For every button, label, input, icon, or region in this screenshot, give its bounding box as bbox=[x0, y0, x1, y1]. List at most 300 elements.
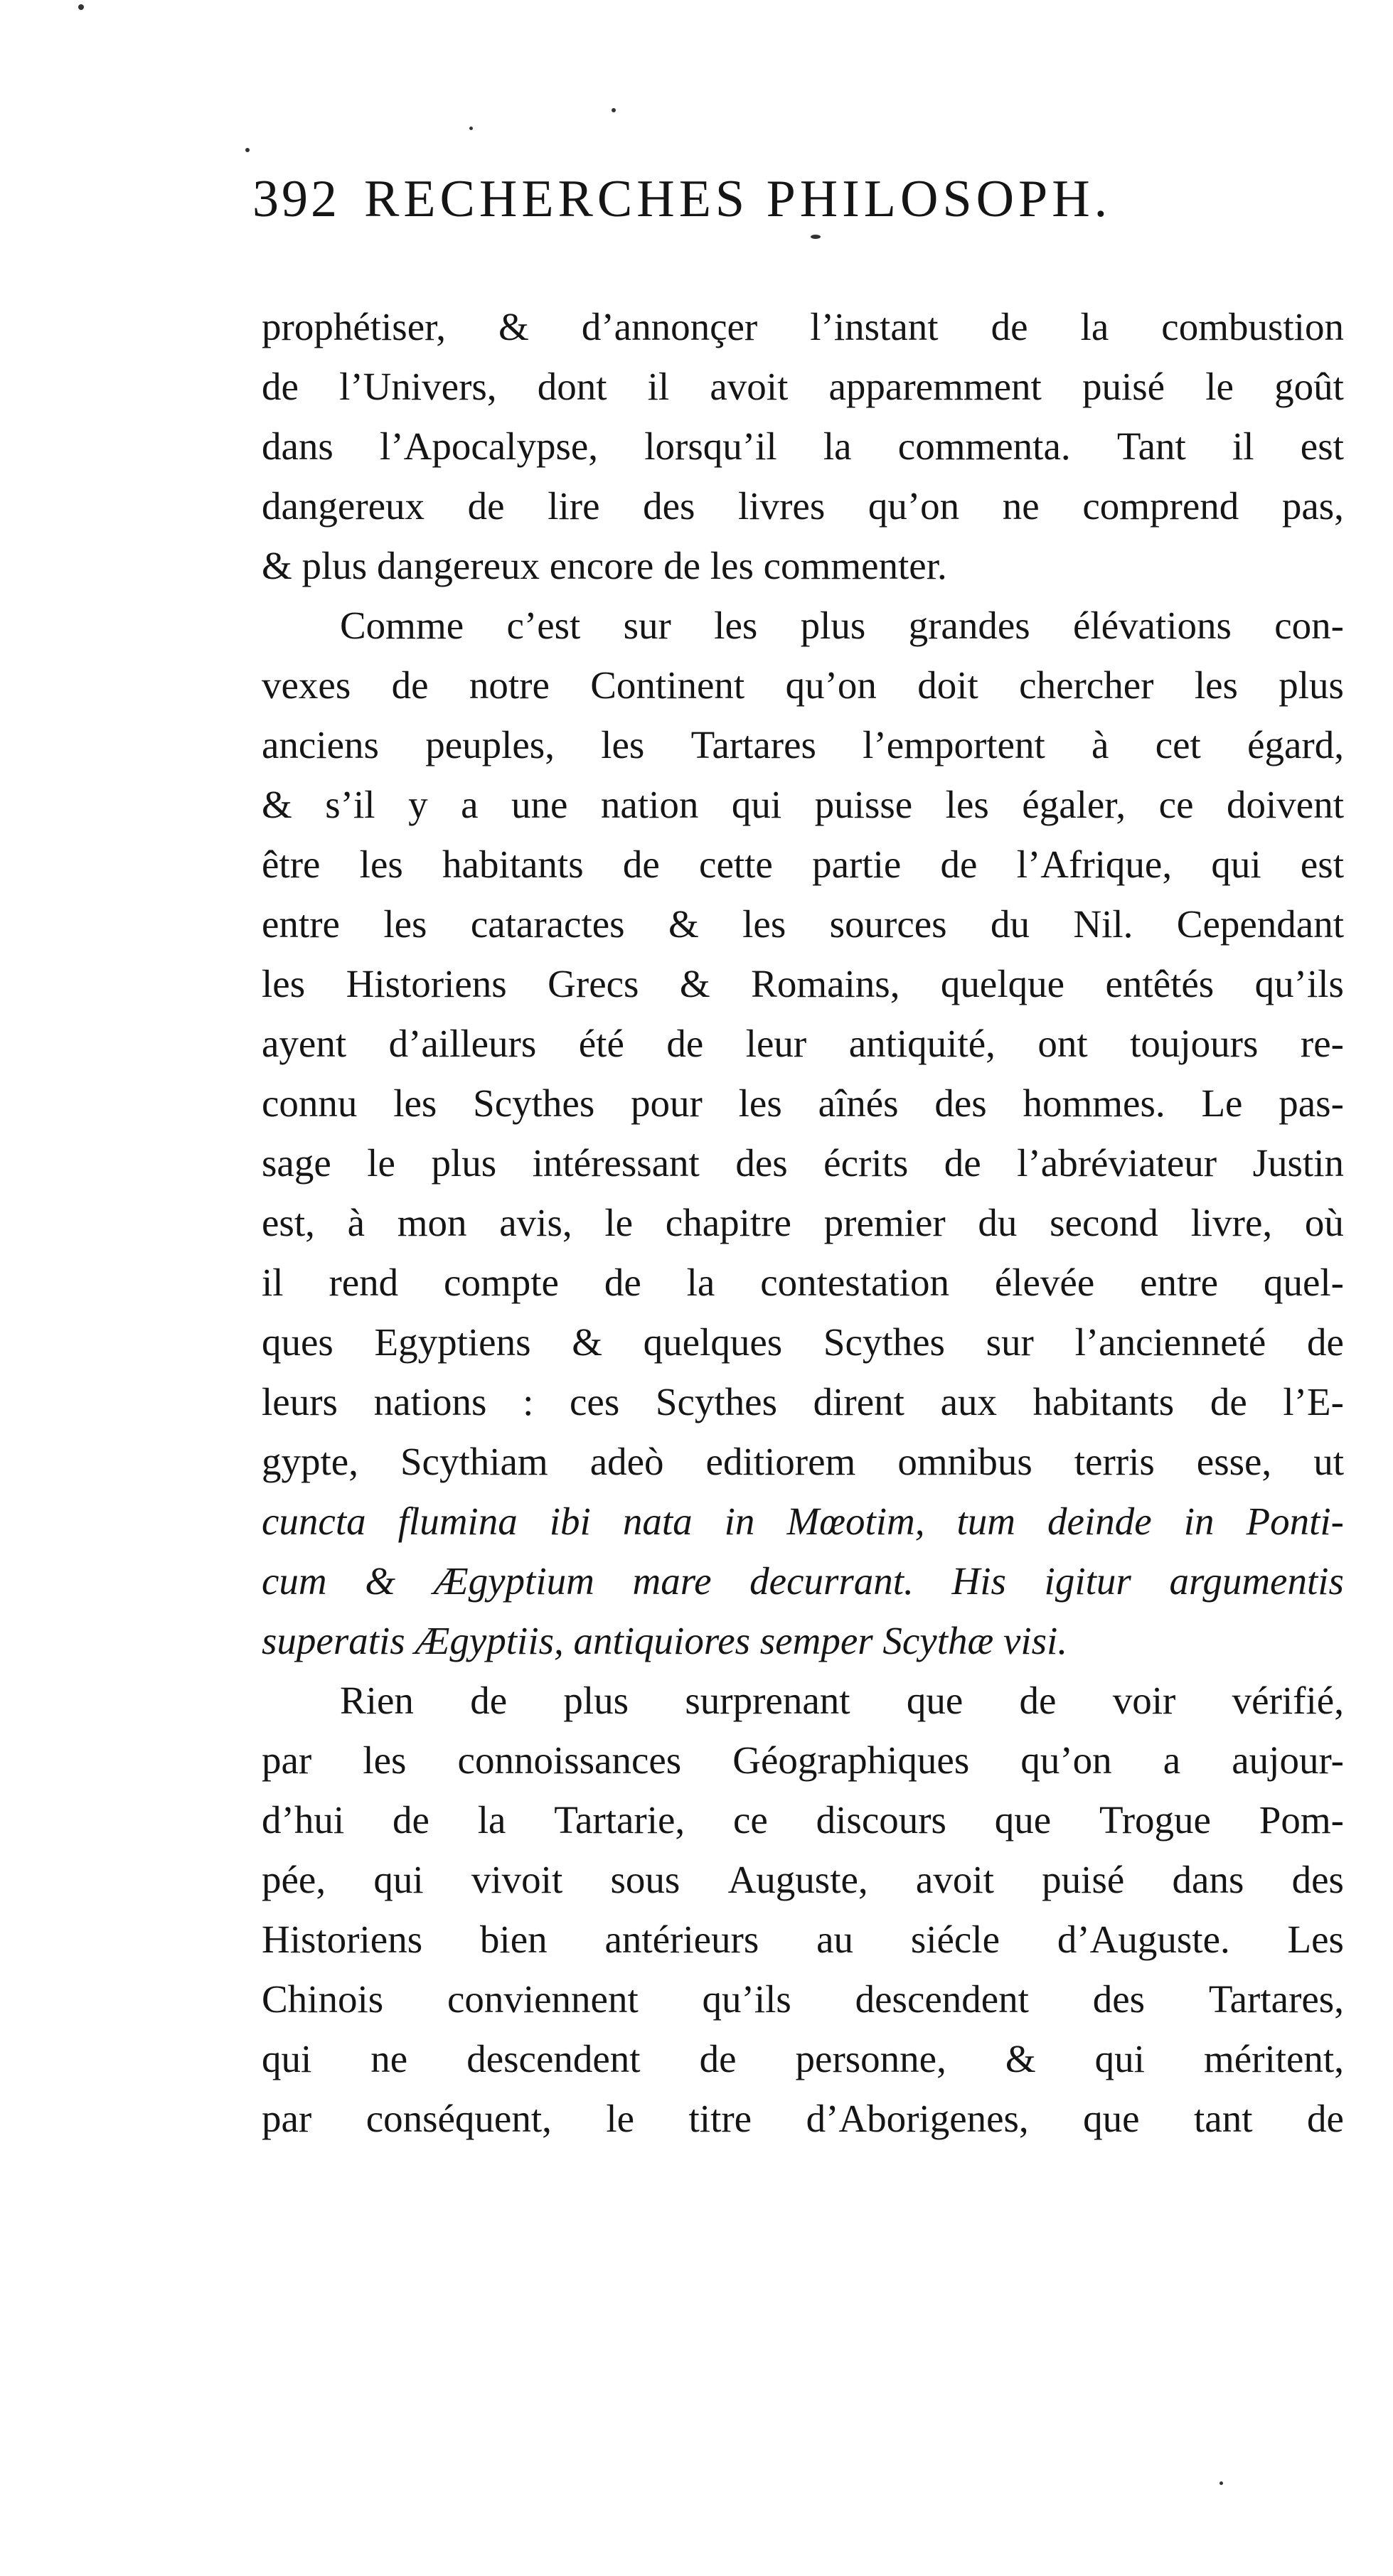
ink-speck bbox=[1219, 2481, 1223, 2485]
text-line bbox=[262, 1372, 1344, 1432]
latin-quote-line bbox=[262, 1551, 1344, 1611]
text-line bbox=[262, 2029, 1344, 2089]
word: les bbox=[1194, 663, 1238, 707]
word: vexes bbox=[262, 663, 351, 707]
word: prophétiser, bbox=[262, 305, 446, 348]
word: de bbox=[1306, 2097, 1344, 2140]
word: les bbox=[742, 902, 786, 946]
word: d’hui bbox=[262, 1798, 345, 1842]
word: Cependant bbox=[1176, 902, 1344, 946]
word: mon bbox=[397, 1201, 467, 1244]
word: sous bbox=[610, 1858, 681, 1901]
word: Scythæ bbox=[882, 1619, 994, 1662]
word: l’Univers, bbox=[339, 365, 497, 408]
word: combustion bbox=[1161, 305, 1344, 348]
word: Tant bbox=[1116, 424, 1186, 468]
word: premier bbox=[823, 1201, 946, 1244]
word: & bbox=[365, 1559, 396, 1603]
word: cum bbox=[262, 1559, 327, 1603]
page-header bbox=[252, 169, 1333, 255]
word: discours bbox=[816, 1798, 946, 1842]
word: livre, bbox=[1190, 1201, 1273, 1244]
word: il bbox=[647, 365, 670, 408]
word: que bbox=[1083, 2097, 1140, 2140]
word: con- bbox=[1274, 604, 1344, 647]
word: quelque bbox=[940, 962, 1065, 1005]
word: c’est bbox=[506, 604, 581, 647]
word: bien bbox=[479, 1918, 548, 1961]
word: & bbox=[679, 962, 710, 1005]
word: conviennent bbox=[447, 1977, 639, 2021]
word: puisé bbox=[1042, 1858, 1125, 1901]
word: Chinois bbox=[262, 1977, 384, 2021]
word: gypte, bbox=[262, 1440, 358, 1483]
word: connu bbox=[262, 1081, 358, 1125]
word: semper bbox=[759, 1619, 873, 1662]
word: voir bbox=[1112, 1679, 1176, 1722]
word: Justin bbox=[1252, 1141, 1344, 1185]
word: est bbox=[1300, 424, 1344, 468]
page-number: 392 bbox=[252, 170, 340, 228]
word: sur bbox=[986, 1320, 1034, 1364]
word: les bbox=[710, 544, 754, 587]
text-line bbox=[262, 715, 1344, 775]
word: écrits bbox=[823, 1141, 909, 1185]
word: Mœotim, bbox=[786, 1500, 925, 1543]
word: la bbox=[1080, 305, 1109, 348]
word: qui bbox=[731, 783, 782, 826]
text-line bbox=[262, 297, 1344, 357]
text-line bbox=[262, 894, 1344, 954]
word: sources bbox=[829, 902, 947, 946]
word: de bbox=[944, 1141, 981, 1185]
word: lire bbox=[548, 484, 600, 528]
word: plus bbox=[1279, 663, 1344, 707]
word: puisé bbox=[1082, 365, 1165, 408]
word: d’Aborigenes, bbox=[806, 2097, 1029, 2140]
word: editiorem bbox=[705, 1440, 856, 1483]
text-line bbox=[262, 1014, 1344, 1074]
text-line bbox=[262, 1671, 1344, 1731]
ink-speck bbox=[612, 108, 616, 112]
word: descendent bbox=[466, 2037, 641, 2080]
word: His bbox=[951, 1559, 1006, 1603]
word: l’E- bbox=[1283, 1380, 1344, 1423]
word: & bbox=[262, 544, 292, 587]
word: du bbox=[978, 1201, 1018, 1244]
body-text bbox=[262, 297, 1344, 2149]
word: plus bbox=[563, 1679, 629, 1722]
word: mare bbox=[632, 1559, 712, 1603]
word: habitants bbox=[442, 843, 584, 886]
word: de bbox=[1210, 1380, 1247, 1423]
word: qu’ils bbox=[1254, 962, 1344, 1005]
word: de bbox=[699, 2037, 737, 2080]
word: des bbox=[735, 1141, 788, 1185]
word: ut bbox=[1313, 1440, 1344, 1483]
word: Scythes bbox=[473, 1081, 595, 1125]
word: il bbox=[262, 1261, 284, 1304]
word: par bbox=[262, 2097, 312, 2140]
word: la bbox=[686, 1261, 715, 1304]
word: ne bbox=[1002, 484, 1040, 528]
word: Rien bbox=[340, 1679, 414, 1722]
word: quelques bbox=[643, 1320, 783, 1364]
word: antiquiores bbox=[573, 1619, 751, 1662]
word: & bbox=[572, 1320, 602, 1364]
word: habitants bbox=[1032, 1380, 1175, 1423]
word: d’Auguste. bbox=[1057, 1918, 1230, 1961]
word: l’ancienneté bbox=[1074, 1320, 1266, 1364]
word: les bbox=[363, 1738, 407, 1782]
word: le bbox=[1205, 365, 1234, 408]
word: il bbox=[1232, 424, 1254, 468]
word: de bbox=[1019, 1679, 1057, 1722]
word: de bbox=[991, 305, 1028, 348]
word: aux bbox=[940, 1380, 997, 1423]
word: livres bbox=[738, 484, 826, 528]
word: intéressant bbox=[532, 1141, 700, 1185]
word: dangereux bbox=[262, 484, 425, 528]
word: leurs bbox=[262, 1380, 338, 1423]
word: égaler, bbox=[1022, 783, 1126, 826]
word: notre bbox=[469, 663, 550, 707]
word: pas- bbox=[1279, 1081, 1344, 1125]
word: rend bbox=[329, 1261, 399, 1304]
word: des bbox=[1092, 1977, 1146, 2021]
word: & bbox=[498, 305, 529, 348]
word: est bbox=[1300, 843, 1344, 886]
word: aujour- bbox=[1232, 1738, 1344, 1782]
word: avis, bbox=[499, 1201, 572, 1244]
word: personne, bbox=[795, 2037, 946, 2080]
word: les bbox=[359, 843, 403, 886]
word: l’emportent bbox=[863, 723, 1045, 766]
word: est, bbox=[262, 1201, 315, 1244]
word: de bbox=[470, 1679, 508, 1722]
word: visi. bbox=[1003, 1619, 1068, 1662]
word: ayent bbox=[262, 1022, 347, 1065]
text-line bbox=[262, 1850, 1344, 1910]
word: siécle bbox=[910, 1918, 1000, 1961]
word: Historiens bbox=[346, 962, 507, 1005]
word: y bbox=[408, 783, 428, 826]
word: argumentis bbox=[1169, 1559, 1344, 1603]
text-line bbox=[262, 1970, 1344, 2029]
word: : bbox=[523, 1380, 534, 1423]
word: deinde bbox=[1047, 1500, 1152, 1543]
word: qu’on bbox=[1020, 1738, 1112, 1782]
word: qu’on bbox=[785, 663, 877, 707]
word: nata bbox=[622, 1500, 693, 1543]
word: Géographiques bbox=[732, 1738, 970, 1782]
word: doivent bbox=[1227, 783, 1344, 826]
latin-quote-line bbox=[262, 1611, 1344, 1671]
word: sage bbox=[262, 1141, 331, 1185]
text-line bbox=[262, 1910, 1344, 1970]
word: entre bbox=[262, 902, 340, 946]
word: le bbox=[367, 1141, 395, 1185]
word: avoit bbox=[915, 1858, 994, 1901]
text-line bbox=[262, 1133, 1344, 1193]
text-line bbox=[262, 357, 1344, 417]
word: pée, bbox=[262, 1858, 326, 1901]
word: de bbox=[467, 484, 505, 528]
word: l’instant bbox=[810, 305, 939, 348]
word: qui bbox=[1094, 2037, 1145, 2080]
word: Ægyptiis, bbox=[415, 1619, 564, 1662]
word: commenta. bbox=[897, 424, 1071, 468]
word: lorsqu’il bbox=[644, 424, 777, 468]
word: à bbox=[347, 1201, 365, 1244]
word: ces bbox=[570, 1380, 620, 1423]
word: entre bbox=[1140, 1261, 1219, 1304]
word: conséquent, bbox=[365, 2097, 552, 2140]
word: contestation bbox=[760, 1261, 949, 1304]
word: antérieurs bbox=[604, 1918, 759, 1961]
word: apparemment bbox=[828, 365, 1042, 408]
word: comprend bbox=[1082, 484, 1239, 528]
word: de bbox=[940, 843, 978, 886]
text-line bbox=[262, 476, 1344, 536]
word: méritent, bbox=[1203, 2037, 1344, 2080]
word: decurrant. bbox=[749, 1559, 914, 1603]
word: & bbox=[262, 783, 292, 826]
word: que bbox=[994, 1798, 1052, 1842]
text-line bbox=[262, 536, 1344, 596]
word: Continent bbox=[590, 663, 745, 707]
word: Scythes bbox=[823, 1320, 945, 1364]
word: l’Afrique, bbox=[1016, 843, 1173, 886]
word: chapitre bbox=[665, 1201, 791, 1244]
word: par bbox=[262, 1738, 312, 1782]
word: superatis bbox=[262, 1619, 405, 1662]
word: Historiens bbox=[262, 1918, 423, 1961]
word: pour bbox=[631, 1081, 703, 1125]
running-head: RECHERCHES PHILOSOPH. bbox=[364, 170, 1112, 228]
word: & bbox=[1005, 2037, 1036, 2080]
word: où bbox=[1304, 1201, 1344, 1244]
word: in bbox=[724, 1500, 755, 1543]
word: ne bbox=[370, 2037, 408, 2080]
word: pas, bbox=[1281, 484, 1344, 528]
ink-speck bbox=[245, 148, 250, 152]
word: Romains, bbox=[751, 962, 900, 1005]
word: les bbox=[601, 723, 645, 766]
word: Ægyptium bbox=[433, 1559, 594, 1603]
word: ce bbox=[732, 1798, 768, 1842]
word: être bbox=[262, 843, 321, 886]
word: vérifié, bbox=[1232, 1679, 1344, 1722]
word: surprenant bbox=[685, 1679, 850, 1722]
word: Nil. bbox=[1073, 902, 1133, 946]
word: les bbox=[393, 1081, 437, 1125]
word: connoissances bbox=[457, 1738, 682, 1782]
word: de bbox=[663, 544, 701, 587]
word: Grecs bbox=[548, 962, 639, 1005]
word: au bbox=[816, 1918, 854, 1961]
word: d’ailleurs bbox=[388, 1022, 537, 1065]
word: Egyptiens bbox=[374, 1320, 531, 1364]
word: cette bbox=[699, 843, 773, 886]
word: les bbox=[262, 962, 306, 1005]
word: élévations bbox=[1072, 604, 1232, 647]
text-line bbox=[262, 1074, 1344, 1133]
word: qu’ils bbox=[702, 1977, 791, 2021]
word: encore bbox=[549, 544, 654, 587]
word: s’il bbox=[325, 783, 375, 826]
word: la bbox=[823, 424, 852, 468]
word: qui bbox=[373, 1858, 424, 1901]
word: puisse bbox=[814, 783, 913, 826]
word: toujours bbox=[1130, 1022, 1259, 1065]
word: goût bbox=[1274, 365, 1344, 408]
word: commenter. bbox=[763, 544, 947, 587]
word: qu’on bbox=[868, 484, 960, 528]
word: aînés bbox=[818, 1081, 899, 1125]
word: des bbox=[934, 1081, 987, 1125]
word: dans bbox=[1172, 1858, 1244, 1901]
word: qui bbox=[262, 2037, 312, 2080]
word: leur bbox=[745, 1022, 807, 1065]
word: les bbox=[945, 783, 989, 826]
word: le bbox=[604, 1201, 634, 1244]
word: de bbox=[391, 663, 429, 707]
word: in bbox=[1183, 1500, 1215, 1543]
word: de bbox=[604, 1261, 641, 1304]
text-line bbox=[262, 1731, 1344, 1790]
word: Trogue bbox=[1099, 1798, 1211, 1842]
word: ques bbox=[262, 1320, 333, 1364]
text-line bbox=[262, 417, 1344, 476]
word: plus bbox=[800, 604, 866, 647]
ink-speck bbox=[469, 127, 473, 130]
word: Ponti- bbox=[1246, 1500, 1344, 1543]
word: tant bbox=[1194, 2097, 1253, 2140]
word: la bbox=[477, 1798, 506, 1842]
word: grandes bbox=[908, 604, 1030, 647]
word: les bbox=[738, 1081, 782, 1125]
text-line bbox=[262, 1253, 1344, 1313]
word: dont bbox=[537, 365, 607, 408]
word: anciens bbox=[262, 723, 379, 766]
word: qui bbox=[1211, 843, 1261, 886]
word: Auguste, bbox=[727, 1858, 868, 1901]
word: Scythes bbox=[655, 1380, 777, 1423]
word: compte bbox=[444, 1261, 559, 1304]
word: nations bbox=[373, 1380, 487, 1423]
word: d’annonçer bbox=[581, 305, 758, 348]
word: adeò bbox=[589, 1440, 664, 1483]
word: élevée bbox=[994, 1261, 1095, 1304]
word: les bbox=[383, 902, 427, 946]
word: & bbox=[668, 902, 699, 946]
text-line bbox=[262, 1790, 1344, 1850]
word: entêtés bbox=[1105, 962, 1215, 1005]
text-line bbox=[262, 656, 1344, 715]
word: sur bbox=[623, 604, 671, 647]
word: antiquité, bbox=[848, 1022, 996, 1065]
word: que bbox=[906, 1679, 964, 1722]
word: des bbox=[1291, 1858, 1344, 1901]
word: du bbox=[990, 902, 1030, 946]
word: une bbox=[511, 783, 568, 826]
ink-speck bbox=[78, 4, 84, 10]
word: partie bbox=[812, 843, 902, 886]
word: quel- bbox=[1263, 1261, 1344, 1304]
word: dangereux bbox=[376, 544, 540, 587]
word: été bbox=[578, 1022, 624, 1065]
text-line bbox=[262, 596, 1344, 656]
word: l’abréviateur bbox=[1017, 1141, 1217, 1185]
text-line bbox=[262, 2089, 1344, 2149]
word: hommes. bbox=[1023, 1081, 1165, 1125]
word: ce bbox=[1158, 783, 1194, 826]
word: a bbox=[461, 783, 479, 826]
word: plus bbox=[431, 1141, 497, 1185]
word: flumina bbox=[397, 1500, 518, 1543]
text-line bbox=[262, 954, 1344, 1014]
word: Pom- bbox=[1259, 1798, 1344, 1842]
word: de bbox=[262, 365, 299, 408]
word: Les bbox=[1287, 1918, 1344, 1961]
word: terris bbox=[1074, 1440, 1155, 1483]
latin-quote-line bbox=[262, 1492, 1344, 1551]
word: de bbox=[666, 1022, 704, 1065]
word: descendent bbox=[855, 1977, 1029, 2021]
word: des bbox=[643, 484, 695, 528]
word: dirent bbox=[813, 1380, 904, 1423]
word: second bbox=[1050, 1201, 1158, 1244]
word: Tartares, bbox=[1208, 1977, 1344, 2021]
word: peuples, bbox=[425, 723, 555, 766]
word: cataractes bbox=[470, 902, 625, 946]
word: ibi bbox=[549, 1500, 591, 1543]
word: Scythiam bbox=[400, 1440, 548, 1483]
word: a bbox=[1163, 1738, 1181, 1782]
word: omnibus bbox=[897, 1440, 1032, 1483]
word: ont bbox=[1037, 1022, 1088, 1065]
word: cuncta bbox=[262, 1500, 366, 1543]
word: dans bbox=[262, 424, 333, 468]
word: chercher bbox=[1019, 663, 1154, 707]
text-line bbox=[262, 775, 1344, 835]
word: plus bbox=[301, 544, 368, 587]
word: les bbox=[714, 604, 758, 647]
word: vivoit bbox=[471, 1858, 563, 1901]
word: cet bbox=[1155, 723, 1201, 766]
word: Le bbox=[1201, 1081, 1243, 1125]
word: le bbox=[606, 2097, 635, 2140]
text-line bbox=[262, 835, 1344, 894]
word: égard, bbox=[1247, 723, 1344, 766]
word: titre bbox=[688, 2097, 752, 2140]
text-line bbox=[262, 1193, 1344, 1253]
word: igitur bbox=[1044, 1559, 1131, 1603]
word: de bbox=[622, 843, 660, 886]
word: doit bbox=[917, 663, 978, 707]
text-line bbox=[262, 1432, 1344, 1492]
word: l’Apocalypse, bbox=[380, 424, 599, 468]
word: Tartarie, bbox=[554, 1798, 685, 1842]
word: Tartares bbox=[690, 723, 816, 766]
word: de bbox=[392, 1798, 429, 1842]
word: tum bbox=[956, 1500, 1016, 1543]
word: nation bbox=[600, 783, 699, 826]
word: de bbox=[1306, 1320, 1344, 1364]
word: re- bbox=[1300, 1022, 1344, 1065]
word: avoit bbox=[710, 365, 789, 408]
